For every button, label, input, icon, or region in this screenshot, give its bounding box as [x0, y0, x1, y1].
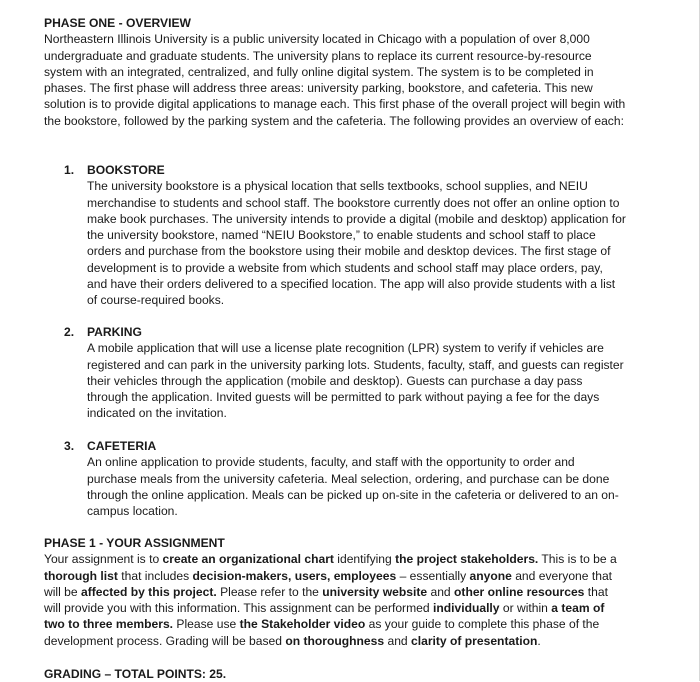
assignment-emphasis: individually: [432, 601, 500, 616]
assignment-text-segment: identifying: [333, 552, 396, 567]
assignment-emphasis: clarity of presentation: [411, 633, 538, 648]
assignment-emphasis: the Stakeholder video: [239, 617, 366, 632]
grading-section: [44, 666, 626, 682]
overview-heading: PHASE ONE - OVERVIEW: [44, 16, 191, 30]
assignment-emphasis: decision-makers, users, employees: [192, 568, 397, 583]
assignment-text: [44, 551, 626, 649]
assignment-text-segment: Please refer to the: [216, 584, 323, 599]
overview-text: Northeastern Illinois University is a public university located in Chicago with a population of over 8,000 undergraduate and graduate students. The university plans to replace its current resource-by-resource system with an integrated, centralized, and fully online digital system. The system is to be completed in phases. The first phase will address three areas: university parking, bookstore, and cafeteria. This new solution is to provide digital applications to manage each. This first phase of the overall project will begin with the bookstore, followed by the parking system and the cafeteria. The following provides an overview of each:: [44, 32, 626, 128]
assignment-text-segment: Please use: [173, 617, 240, 632]
assignment-text-segment: and: [427, 584, 455, 599]
item-parking: [64, 324, 626, 422]
item-title: CAFETERIA: [87, 439, 157, 453]
assignment-section: [44, 535, 626, 649]
assignment-emphasis: thorough list: [44, 568, 118, 583]
assignment-text-segment: .: [537, 633, 541, 648]
overview-section: [44, 15, 626, 129]
assignment-emphasis: anyone: [469, 568, 512, 583]
assignment-emphasis: other online resources: [454, 584, 585, 599]
assignment-emphasis: the project stakeholders.: [395, 552, 539, 567]
assignment-text-segment: This is to be a: [538, 552, 617, 567]
assignment-text-segment: that will provide you with this information. This assignment can be performed: [44, 584, 608, 616]
assignment-text-segment: that includes: [117, 568, 193, 583]
assignment-text-segment: Your assignment is to: [44, 552, 163, 567]
assignment-text-segment: or within: [499, 601, 552, 616]
assignment-text-segment: and: [384, 633, 412, 648]
assignment-heading: PHASE 1 - YOUR ASSIGNMENT: [44, 536, 225, 550]
item-text: The university bookstore is a physical location that sells textbooks, school supplies, and NEIU merchandise to students and school staff. The bookstore currently does not offer an online option to make book purchases. The university intends to provide a digital (mobile and desktop) application for the university bookstore, named “NEIU Bookstore,” to enable students and school staff to place orders and purchase from the bookstore using their mobile and desktop devices. The first stage of development is to provide a website from which students and school staff may place orders, pay, and have their orders delivered to a specified location. The app will also provide students with a list of course-required books.: [87, 179, 626, 308]
assignment-emphasis: create an organizational chart: [162, 552, 334, 567]
item-text: A mobile application that will use a license plate recognition (LPR) system to verify if vehicles are registered and can park in the university parking lots. Students, faculty, staff, and guests can register their vehicles through the application (mobile and desktop). Guests can purchase a day pass through the application. Invited guests will be permitted to park without paying a fee for the days indicated on the invitation.: [87, 341, 624, 421]
grading-heading: GRADING – TOTAL POINTS: 25.: [44, 667, 227, 681]
assignment-text-segment: as your guide to complete this phase of the development process. Grading will be based: [44, 617, 600, 648]
item-title: PARKING: [87, 325, 142, 339]
assignment-text-segment: and everyone that will be: [44, 568, 613, 599]
assignment-emphasis: affected by this project.: [80, 584, 217, 599]
item-title: BOOKSTORE: [87, 163, 165, 177]
item-bookstore: [64, 162, 626, 309]
item-number: 1.: [64, 163, 75, 177]
item-text: An online application to provide students, faculty, and staff with the opportunity to order and purchase meals from the university cafeteria. Meal selection, ordering, and purchase can be done through the online application. Meals can be picked up on-site in the cafeteria or delivered to an on-campus location.: [87, 455, 619, 519]
assignment-emphasis: university website: [322, 584, 428, 599]
assignment-text-segment: – essentially: [396, 568, 470, 583]
assignment-emphasis: on thoroughness: [285, 633, 385, 648]
assignment-emphasis: a team of two to three members.: [44, 601, 605, 632]
item-number: 3.: [64, 439, 75, 453]
item-number: 2.: [64, 325, 75, 339]
item-cafeteria: [64, 438, 626, 519]
